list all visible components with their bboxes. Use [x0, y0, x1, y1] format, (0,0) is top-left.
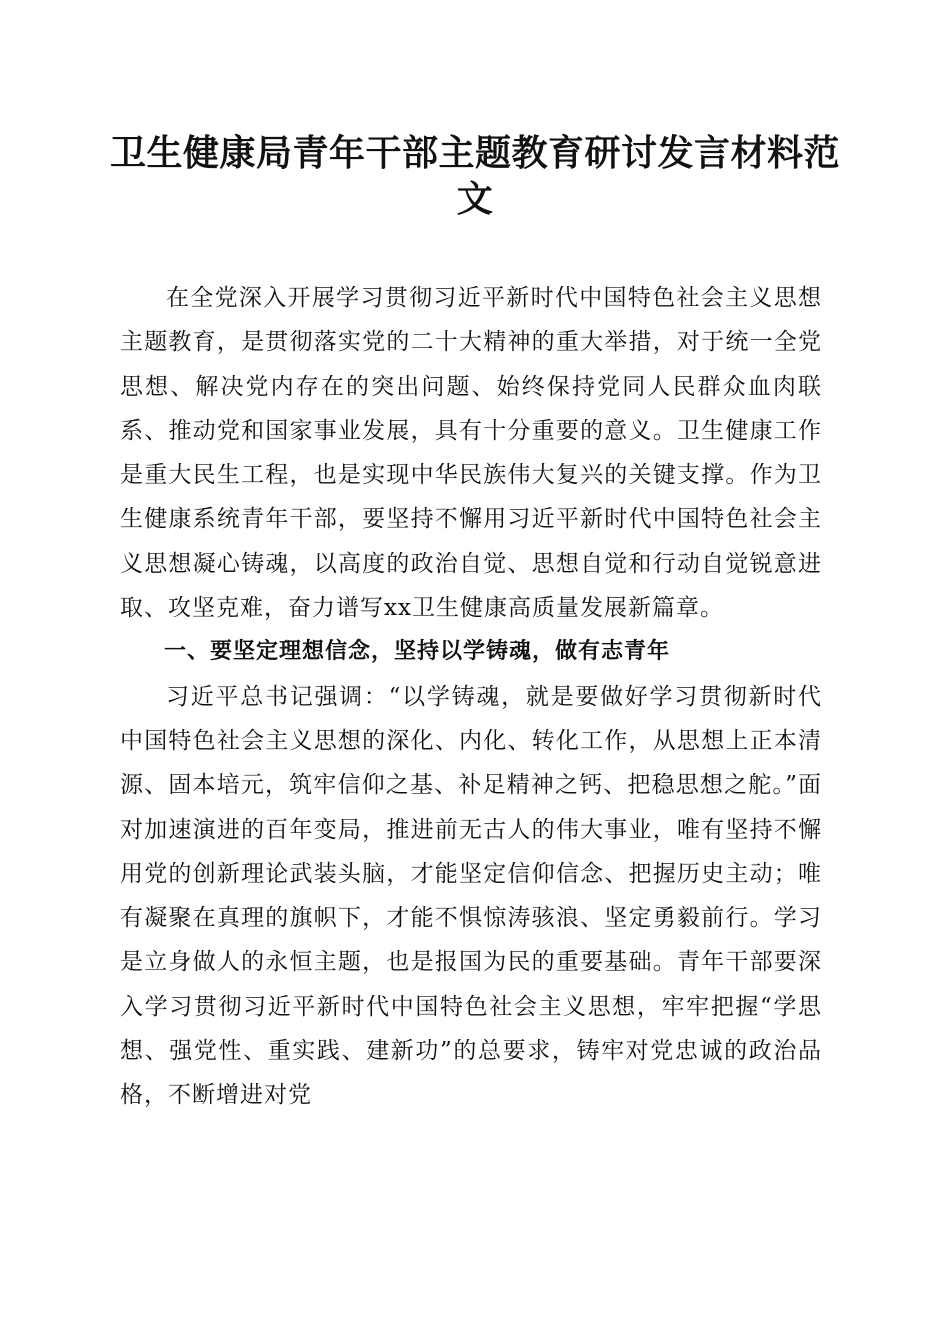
- section-heading: 一、要坚定理想信念，坚持以学铸魂，做有志青年: [164, 639, 671, 665]
- document-body: [120, 276, 822, 1118]
- document-title: 卫生健康局青年干部主题教育研讨发言材料范文: [110, 132, 841, 220]
- section-paragraph: 习近平总书记强调：“以学铸魂，就是要做好学习贯彻新时代中国特色社会主义思想的深化、内化、转化工作，从思想上正本清源、固本培元，筑牢信仰之基、补足精神之钙、把稳思想之舵。”面对加速演进的百年变局，推进前无古人的伟大事业，唯有坚持不懈用党的创新理论武装头脑，才能坚定信仰信念、把握历史主动；唯有凝聚在真理的旗帜下，才能不惧惊涛骇浪、坚定勇毅前行。学习是立身做人的永恒主题，也是报国为民的重要基础。青年干部要深入学习贯彻习近平新时代中国特色社会主义思想，牢牢把握“学思想、强党性、重实践、建新功”的总要求，铸牢对党忠诚的政治品格，不断增进对党: [120, 683, 822, 1109]
- intro-paragraph: 在全党深入开展学习贯彻习近平新时代中国特色社会主义思想主题教育，是贯彻落实党的二十大精神的重大举措，对于统一全党思想、解决党内存在的突出问题、始终保持党同人民群众血肉联系、推动党和国家事业发展，具有十分重要的意义。卫生健康工作是重大民生工程，也是实现中华民族伟大复兴的关键支撑。作为卫生健康系统青年干部，要坚持不懈用习近平新时代中国特色社会主义思想凝心铸魂，以高度的政治自觉、思想自觉和行动自觉锐意进取、攻坚克难，奋力谱写xx卫生健康高质量发展新篇章。: [120, 285, 822, 622]
